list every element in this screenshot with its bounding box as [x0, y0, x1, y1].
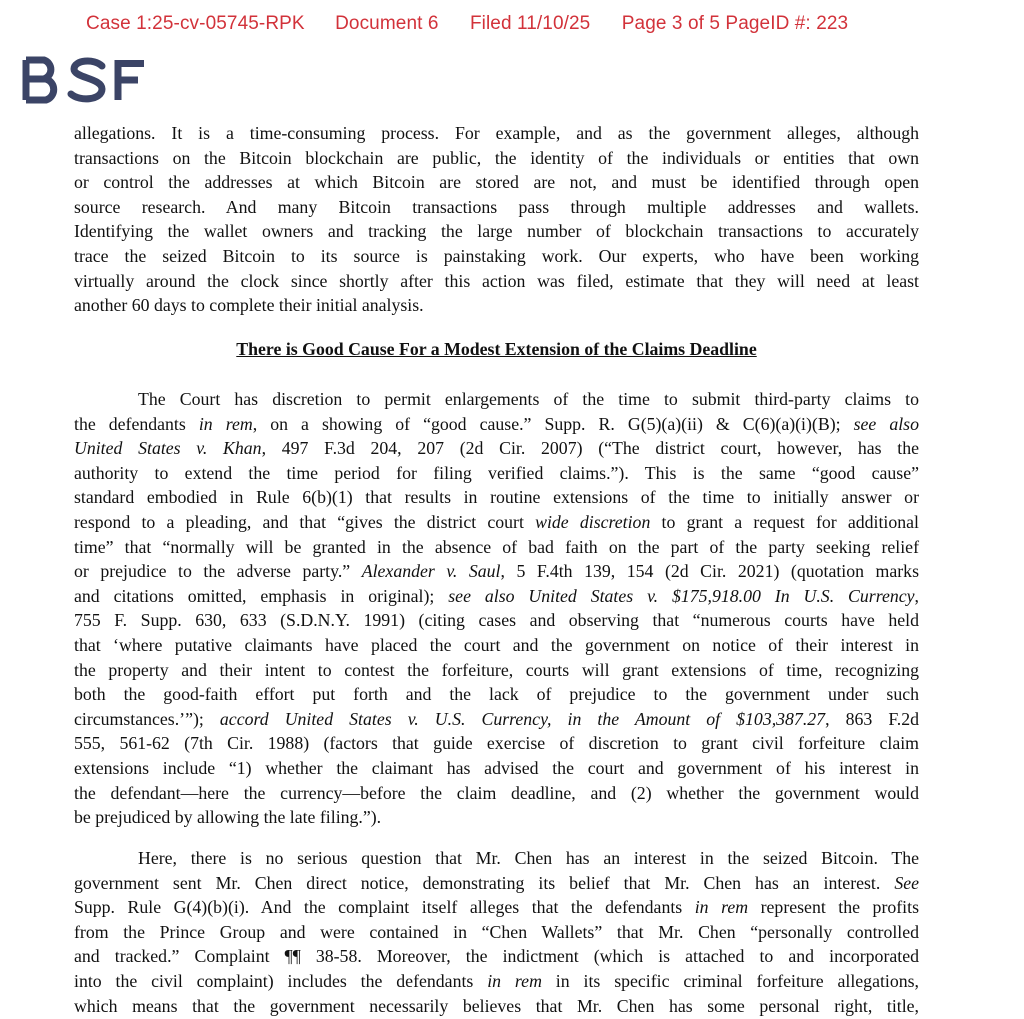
case-header	[86, 13, 946, 35]
text-line: both the good-faith effort put forth and the lack of prejudice to the government under such	[74, 684, 919, 705]
page-id: Page 3 of 5 PageID #: 223	[621, 13, 849, 34]
text-line: United States v. Khan, 497 F.3d 204, 207 (2d Cir. 2007) (“The district court, however, has the	[74, 438, 919, 459]
text-line: another 60 days to complete their initial analysis.	[74, 295, 424, 316]
text-line: into the civil complaint) includes the defendants in rem in its specific criminal forfeiture allegations,	[74, 970, 919, 991]
section-heading: There is Good Cause For a Modest Extension of the Claims Deadline	[236, 339, 757, 359]
text-line: the property and their intent to contest the forfeiture, courts will grant extensions of time, recognizing	[74, 659, 919, 680]
paragraph-good-cause	[74, 387, 919, 830]
text-line: government sent Mr. Chen direct notice, demonstrating its belief that Mr. Chen has an interest. See	[74, 872, 919, 893]
text-line: from the Prince Group and were contained in “Chen Wallets” that Mr. Chen “personally controlled	[74, 921, 919, 942]
document-number: Document 6	[335, 13, 439, 34]
text-line: or prejudice to the adverse party.” Alexander v. Saul, 5 F.4th 139, 154 (2d Cir. 2021) (quotation marks	[74, 561, 919, 582]
text-line: the defendants in rem, on a showing of “good cause.” Supp. R. G(5)(a)(ii) & C(6)(a)(i)(B); see also	[74, 413, 919, 434]
text-line: which means that the government necessarily believes that Mr. Chen has some personal right, title,	[74, 995, 919, 1016]
text-line: Here, there is no serious question that Mr. Chen has an interest in the seized Bitcoin. The	[138, 848, 919, 868]
text-line: Identifying the wallet owners and tracking the large number of blockchain transactions to accurately	[74, 221, 919, 242]
text-line: allegations. It is a time-consuming process. For example, and as the government alleges, although	[74, 123, 919, 143]
text-line: or control the addresses at which Bitcoin are stored are not, and must be identified through open	[74, 172, 919, 193]
text-line: transactions on the Bitcoin blockchain are public, the identity of the individuals or entities that own	[74, 147, 919, 168]
filed-date: Filed 11/10/25	[469, 13, 591, 34]
text-line: and citations omitted, emphasis in original); see also United States v. $175,918.00 In U.S. Currency,	[74, 585, 919, 606]
text-line: standard embodied in Rule 6(b)(1) that results in routine extensions of the time to initially answer or	[74, 487, 919, 508]
text-line: 555, 561-62 (7th Cir. 1988) (factors that guide exercise of discretion to grant civil forfeiture claim	[74, 733, 919, 754]
text-line: Supp. Rule G(4)(b)(i). And the complaint itself alleges that the defendants in rem represent the profits	[74, 897, 919, 918]
text-line: be prejudiced by allowing the late filing.”).	[74, 807, 382, 828]
text-line: The Court has discretion to permit enlargements of the time to submit third-party claims to	[138, 389, 919, 409]
text-line: circumstances.’”); accord United States v. U.S. Currency, in the Amount of $103,387.27, 863 F.2d	[74, 708, 920, 729]
paragraph-continued	[74, 121, 919, 318]
text-line: that ‘where putative claimants have placed the court and the government on notice of their interest in	[74, 634, 919, 655]
text-line: 755 F. Supp. 630, 633 (S.D.N.Y. 1991) (citing cases and observing that “numerous courts have held	[74, 610, 919, 631]
case-number: Case 1:25-cv-05745-RPK	[86, 13, 305, 34]
text-line: virtually around the clock since shortly after this action was filed, estimate that they will need at least	[74, 270, 919, 291]
text-line: respond to a pleading, and that “gives the district court wide discretion to grant a request for additional	[74, 511, 919, 532]
text-line: authority to extend the time period for filing verified claims.”). This is the same “good cause”	[74, 462, 919, 483]
text-line: the defendant—here the currency—before the claim deadline, and (2) whether the government would	[74, 782, 919, 803]
bsf-logo	[22, 56, 146, 104]
text-line: extensions include “1) whether the claimant has advised the court and government of his interest in	[74, 757, 919, 778]
text-line: time” that “normally will be granted in the absence of bad faith on the part of the party seeking relief	[74, 536, 919, 557]
text-line: source research. And many Bitcoin transactions pass through multiple addresses and wallets.	[74, 196, 919, 217]
paragraph-interest	[74, 846, 919, 1018]
text-line: trace the seized Bitcoin to its source is painstaking work. Our experts, who have been working	[74, 245, 919, 266]
text-line: and tracked.” Complaint ¶¶ 38-58. Moreover, the indictment (which is attached to and incorporated	[74, 946, 919, 967]
